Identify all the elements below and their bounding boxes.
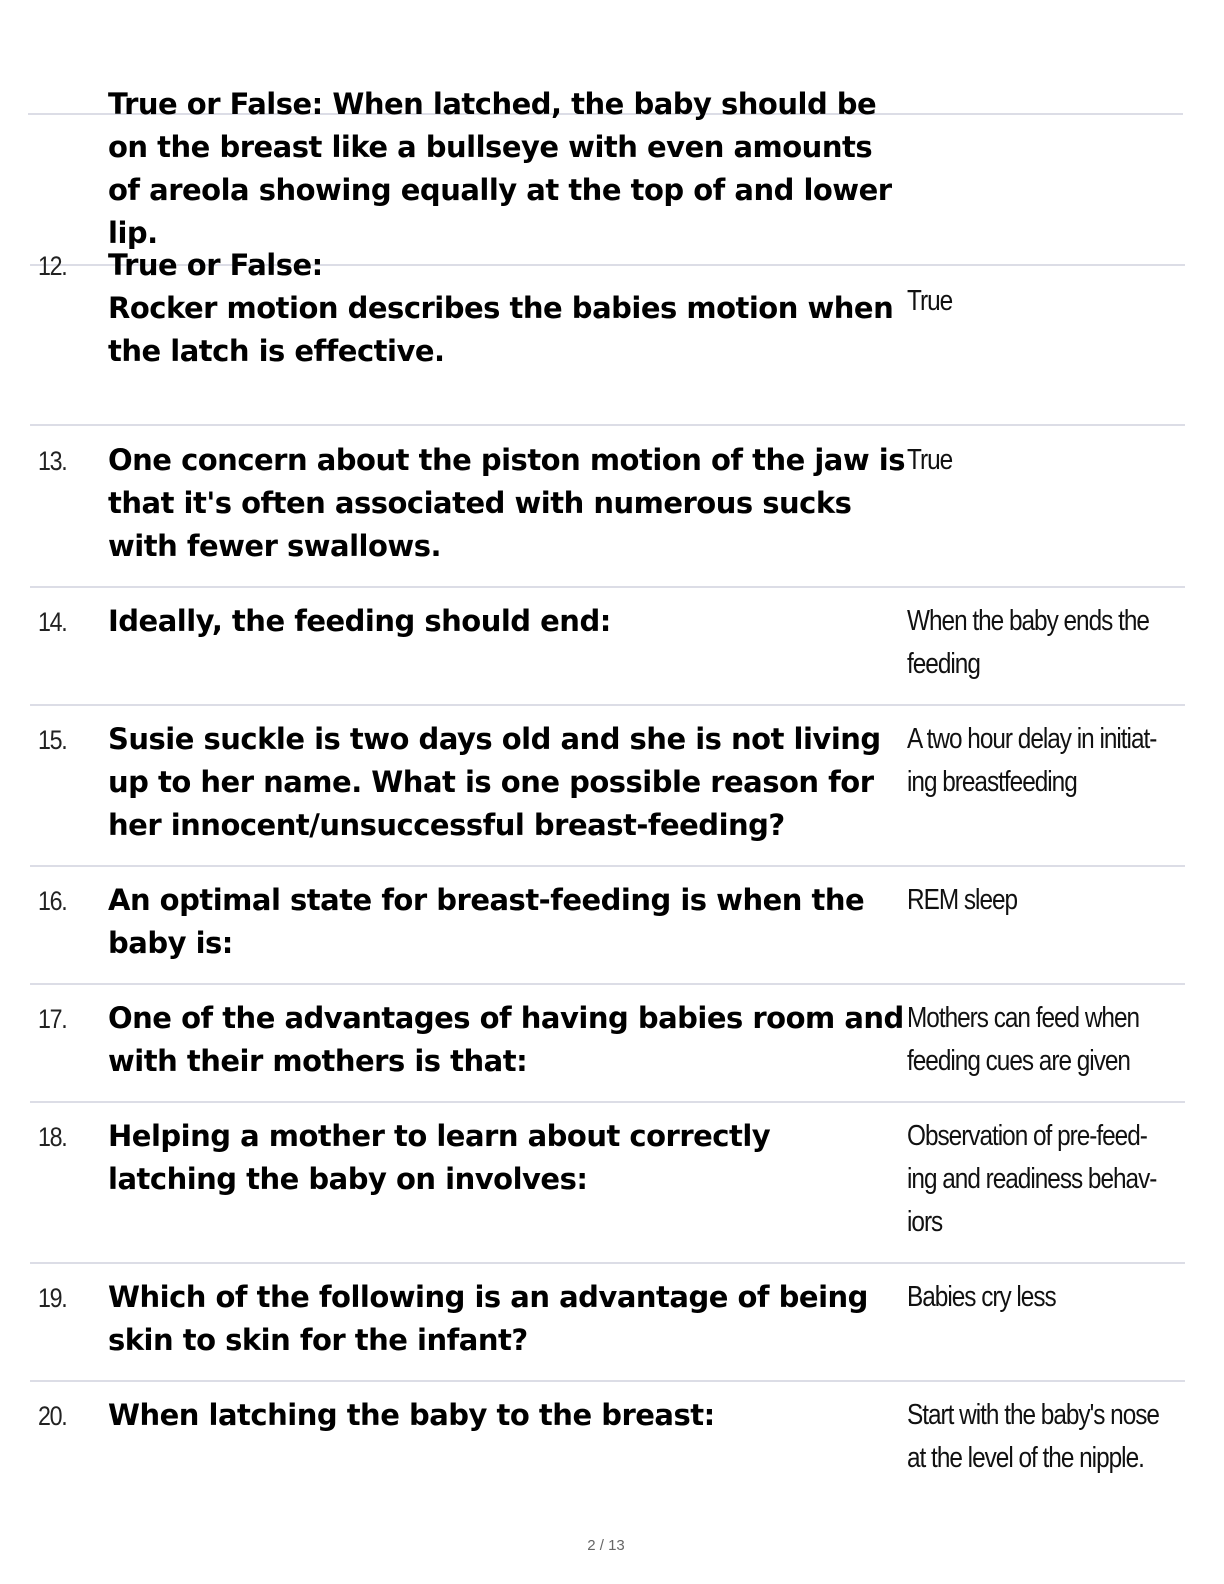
question-number: 18. bbox=[38, 1122, 67, 1152]
answer-text: REM sleep bbox=[907, 884, 1018, 916]
question-number: 17. bbox=[38, 1004, 67, 1034]
question-text: Susie suckle is two days old and she is not living up to her name. What is one possible reason for her innocent/unsuccessful breast-feeding? bbox=[108, 722, 881, 842]
question-text: Ideally, the feeding should end: bbox=[108, 604, 611, 638]
row-divider bbox=[30, 983, 1185, 985]
row-divider bbox=[30, 704, 1185, 706]
question-number: 14. bbox=[38, 607, 67, 637]
question-text-line: Rocker motion describes the babies motion when the latch is effective. bbox=[108, 291, 894, 368]
row-divider bbox=[30, 586, 1185, 588]
question-text: An optimal state for breast-feeding is when the baby is: bbox=[108, 883, 865, 960]
question-number: 12. bbox=[38, 251, 67, 281]
answer-text: True bbox=[907, 285, 953, 317]
question-text: One of the advantages of having babies room and with their mothers is that: bbox=[108, 1001, 904, 1078]
answer-text: Observation of pre-feed-ing and readiness behav-iors bbox=[907, 1120, 1157, 1238]
question-text: True or False: When latched, the baby should be on the breast like a bullseye with even amounts of areola showing equally at the top of and lower lip. bbox=[108, 87, 892, 250]
question-text bbox=[108, 244, 908, 373]
answer-text: Babies cry less bbox=[907, 1281, 1056, 1313]
answer-text: Start with the baby's nose at the level of the nipple. bbox=[907, 1399, 1159, 1474]
answer-text: When the baby ends the feeding bbox=[907, 605, 1149, 680]
row-divider bbox=[30, 865, 1185, 867]
question-number: 19. bbox=[38, 1283, 67, 1313]
question-text: One concern about the piston motion of the jaw is that it's often associated with numerous sucks with fewer swallows. bbox=[108, 443, 905, 563]
question-text: Which of the following is an advantage of being skin to skin for the infant? bbox=[108, 1280, 868, 1357]
answer-text: A two hour delay in initiat-ing breastfeeding bbox=[907, 723, 1157, 798]
row-divider bbox=[30, 424, 1185, 426]
question-text: When latching the baby to the breast: bbox=[108, 1398, 715, 1432]
page-number: 2 / 13 bbox=[587, 1537, 625, 1554]
answer-text: True bbox=[907, 444, 953, 476]
row-divider bbox=[30, 1380, 1185, 1382]
question-number: 15. bbox=[38, 725, 67, 755]
question-number: 16. bbox=[38, 886, 67, 916]
question-number: 13. bbox=[38, 446, 67, 476]
row-divider bbox=[30, 1101, 1185, 1103]
question-text-line: True or False: bbox=[108, 248, 323, 282]
answer-text: Mothers can feed when feeding cues are given bbox=[907, 1002, 1140, 1077]
question-number: 20. bbox=[38, 1401, 67, 1431]
row-divider bbox=[30, 1262, 1185, 1264]
question-text: Helping a mother to learn about correctly latching the baby on involves: bbox=[108, 1119, 771, 1196]
